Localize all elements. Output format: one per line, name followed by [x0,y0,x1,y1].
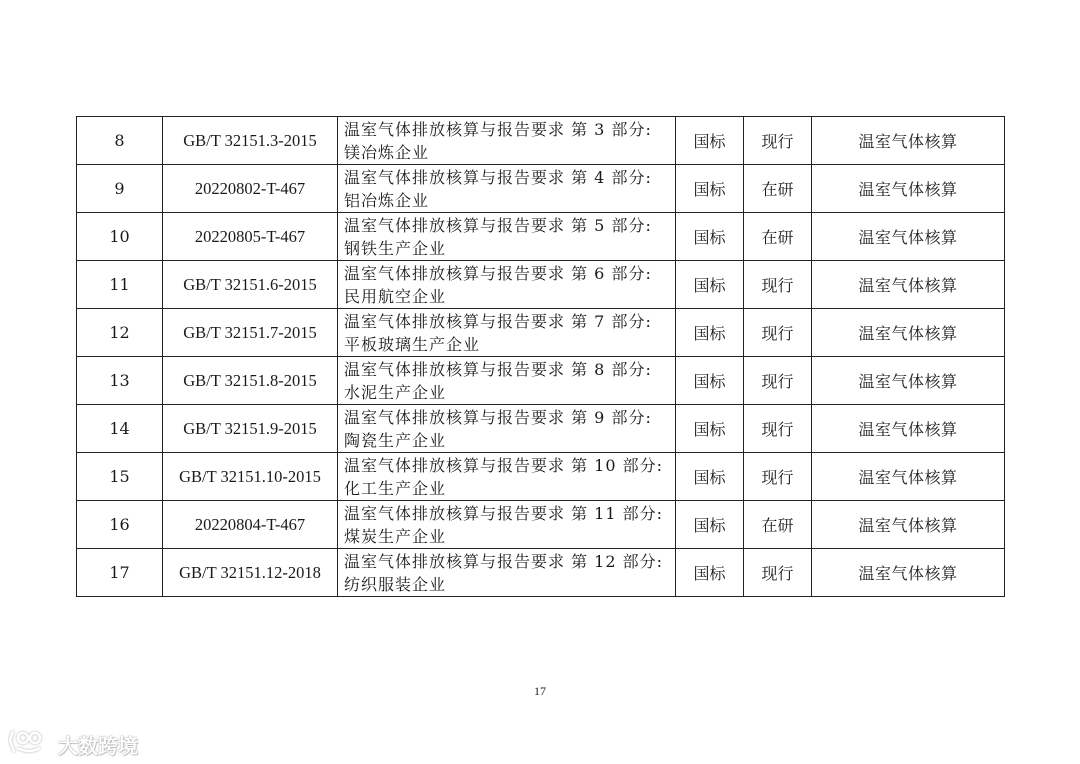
table-row [77,309,1005,357]
standard-status: 在研 [744,165,812,213]
standard-category: 温室气体核算 [812,261,1005,309]
row-number: 8 [77,117,163,165]
row-number: 15 [77,453,163,501]
table-row [77,117,1005,165]
standard-status: 现行 [744,309,812,357]
table-row [77,261,1005,309]
standard-status: 现行 [744,405,812,453]
standard-name: 温室气体排放核算与报告要求 第 7 部分: 平板玻璃生产企业 [338,309,676,357]
row-number: 14 [77,405,163,453]
standard-category: 温室气体核算 [812,501,1005,549]
standard-category: 温室气体核算 [812,213,1005,261]
table-row [77,501,1005,549]
standard-status: 在研 [744,501,812,549]
row-number: 9 [77,165,163,213]
standard-name: 温室气体排放核算与报告要求 第 11 部分: 煤炭生产企业 [338,501,676,549]
standard-code: GB/T 32151.9-2015 [163,405,338,453]
row-number: 17 [77,549,163,597]
standard-level: 国标 [676,357,744,405]
standard-name: 温室气体排放核算与报告要求 第 10 部分: 化工生产企业 [338,453,676,501]
table-row [77,165,1005,213]
standard-code: GB/T 32151.8-2015 [163,357,338,405]
standard-level: 国标 [676,213,744,261]
row-number: 11 [77,261,163,309]
standard-status: 现行 [744,117,812,165]
standard-code: GB/T 32151.7-2015 [163,309,338,357]
page-number: 17 [534,684,546,698]
standard-level: 国标 [676,309,744,357]
standard-name: 温室气体排放核算与报告要求 第 9 部分: 陶瓷生产企业 [338,405,676,453]
standard-status: 现行 [744,453,812,501]
standard-code: GB/T 32151.12-2018 [163,549,338,597]
table-row [77,213,1005,261]
standard-name: 温室气体排放核算与报告要求 第 12 部分: 纺织服装企业 [338,549,676,597]
standard-category: 温室气体核算 [812,117,1005,165]
standard-category: 温室气体核算 [812,357,1005,405]
standard-level: 国标 [676,165,744,213]
watermark-text: 大数跨境 [58,733,138,758]
standard-status: 现行 [744,357,812,405]
row-number: 12 [77,309,163,357]
row-number: 13 [77,357,163,405]
table-row [77,453,1005,501]
table-row [77,357,1005,405]
standard-category: 温室气体核算 [812,165,1005,213]
standard-code: 20220804-T-467 [163,501,338,549]
brand-logo-icon [8,728,52,760]
standard-name: 温室气体排放核算与报告要求 第 5 部分: 钢铁生产企业 [338,213,676,261]
standard-level: 国标 [676,117,744,165]
standard-name: 温室气体排放核算与报告要求 第 6 部分: 民用航空企业 [338,261,676,309]
standards-table [76,116,1005,597]
standard-code: GB/T 32151.6-2015 [163,261,338,309]
standard-level: 国标 [676,405,744,453]
standard-level: 国标 [676,549,744,597]
table-row [77,405,1005,453]
standard-name: 温室气体排放核算与报告要求 第 8 部分: 水泥生产企业 [338,357,676,405]
standard-code: GB/T 32151.10-2015 [163,453,338,501]
standard-category: 温室气体核算 [812,549,1005,597]
standard-level: 国标 [676,261,744,309]
standard-category: 温室气体核算 [812,309,1005,357]
standard-name: 温室气体排放核算与报告要求 第 3 部分: 镁冶炼企业 [338,117,676,165]
watermark [8,728,138,760]
standard-name: 温室气体排放核算与报告要求 第 4 部分: 铝冶炼企业 [338,165,676,213]
standard-code: 20220802-T-467 [163,165,338,213]
standard-category: 温室气体核算 [812,453,1005,501]
row-number: 16 [77,501,163,549]
standard-code: GB/T 32151.3-2015 [163,117,338,165]
standard-level: 国标 [676,453,744,501]
standard-status: 现行 [744,261,812,309]
standard-code: 20220805-T-467 [163,213,338,261]
standard-status: 在研 [744,213,812,261]
standard-category: 温室气体核算 [812,405,1005,453]
table-row [77,549,1005,597]
standard-level: 国标 [676,501,744,549]
row-number: 10 [77,213,163,261]
standard-status: 现行 [744,549,812,597]
